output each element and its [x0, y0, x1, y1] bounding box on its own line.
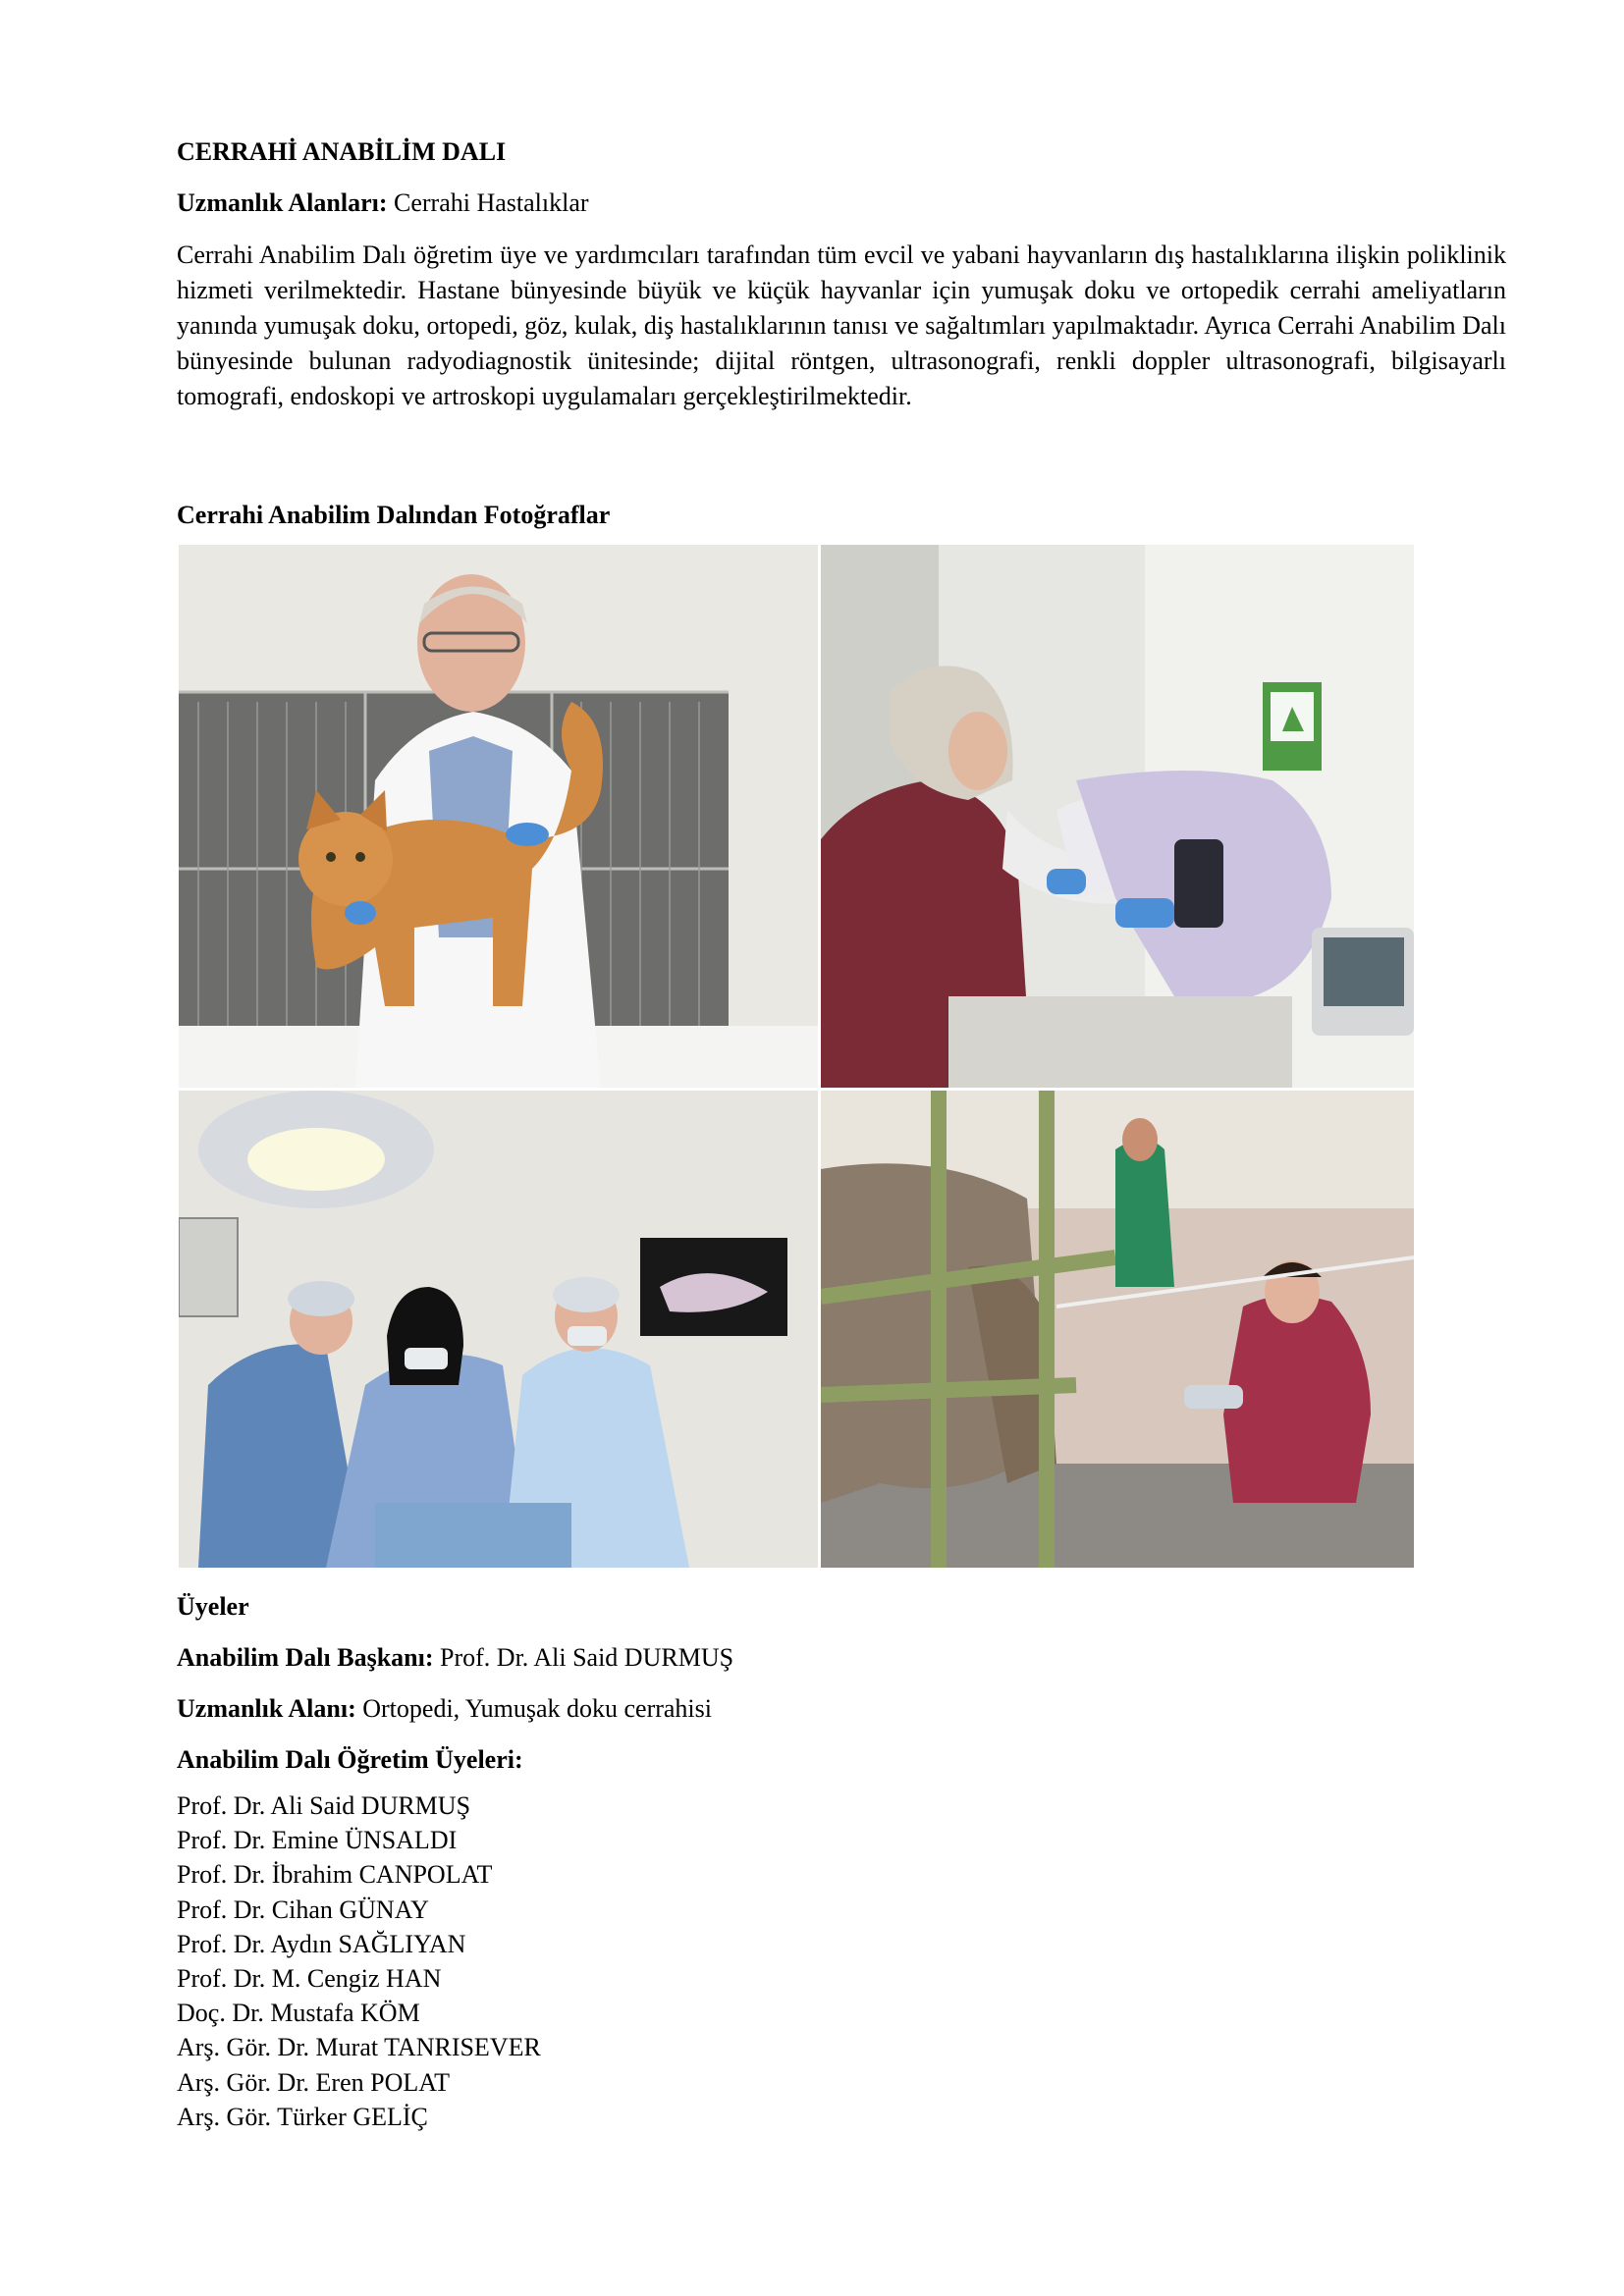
faculty-heading: Anabilim Dalı Öğretim Üyeleri:: [177, 1745, 523, 1774]
faculty-member: Prof. Dr. Ali Said DURMUŞ: [177, 1791, 471, 1820]
photo-large-animal-exam: [821, 1091, 1414, 1568]
faculty-member: Prof. Dr. Emine ÜNSALDI: [177, 1826, 458, 1855]
members-heading: Üyeler: [177, 1592, 249, 1621]
photo-imaging-device: [821, 545, 1414, 1088]
department-head-label: Anabilim Dalı Başkanı:: [177, 1643, 434, 1672]
department-head-value: Prof. Dr. Ali Said DURMUŞ: [440, 1643, 734, 1672]
photo-surgery-team: [179, 1091, 818, 1568]
specialty-line: [177, 187, 589, 220]
faculty-member: Doç. Dr. Mustafa KÖM: [177, 1999, 420, 2028]
head-specialty-line: [177, 1692, 712, 1726]
faculty-member: Arş. Gör. Dr. Eren POLAT: [177, 2067, 451, 2097]
specialty-value: Cerrahi Hastalıklar: [394, 188, 589, 217]
photo-vet-with-cat: [179, 545, 818, 1088]
faculty-list: [177, 1789, 541, 2134]
faculty-member: Prof. Dr. Cihan GÜNAY: [177, 1895, 429, 1924]
photos-heading: Cerrahi Anabilim Dalından Fotoğraflar: [177, 501, 611, 529]
specialty-label: Uzmanlık Alanları:: [177, 188, 388, 217]
department-head-line: [177, 1641, 733, 1675]
head-specialty-label: Uzmanlık Alanı:: [177, 1694, 356, 1723]
description-paragraph: Cerrahi Anabilim Dalı öğretim üye ve yardımcıları tarafından tüm evcil ve yabani hayvanların dış hastalıklarına ilişkin poliklinik hizmeti verilmektedir. Hastane bünyesinde büyük ve küçük hayvanlar için yumuşak doku ve ortopedik cerrahi ameliyatların yanında yumuşak doku, ortopedi, göz, kulak, diş hastalıklarının tanısı ve sağaltımları yapılmaktadır. Ayrıca Cerrahi Anabilim Dalı bünyesinde bulunan radyodiagnostik ünitesinde; dijital röntgen, ultrasonografi, renkli doppler ultrasonografi, bilgisayarlı tomografi, endoskopi ve artroskopi uygulamaları gerçekleştirilmektedir.: [177, 240, 1506, 410]
faculty-member: Prof. Dr. Aydın SAĞLIYAN: [177, 1929, 466, 1958]
faculty-member: Prof. Dr. İbrahim CANPOLAT: [177, 1860, 493, 1890]
faculty-member: Arş. Gör. Türker GELİÇ: [177, 2102, 428, 2131]
faculty-member: Prof. Dr. M. Cengiz HAN: [177, 1964, 442, 1994]
page-title: CERRAHİ ANABİLİM DALI: [177, 137, 507, 166]
photo-grid: [179, 545, 1414, 1568]
faculty-member: Arş. Gör. Dr. Murat TANRISEVER: [177, 2033, 541, 2062]
head-specialty-value: Ortopedi, Yumuşak doku cerrahisi: [362, 1694, 712, 1723]
